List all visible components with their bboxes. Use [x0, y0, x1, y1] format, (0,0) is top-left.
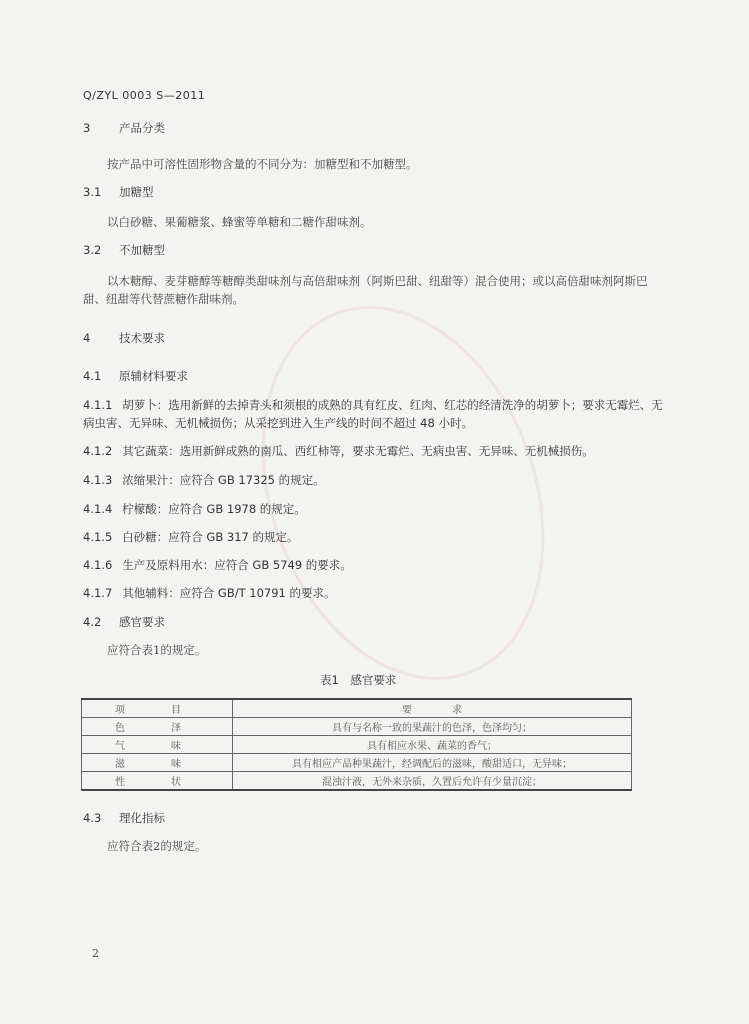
table-cell-item: 气 味 — [82, 736, 233, 754]
section-title: 加糖型 — [119, 185, 154, 199]
section-4-3-heading — [83, 810, 165, 826]
section-4-1-heading — [83, 368, 188, 384]
section-3-1-text: 以白砂糖、果葡糖浆、蜂蜜等单糖和二糖作甜味剂。 — [107, 215, 372, 229]
document-header: Q/ZYL 0003 S—2011 — [83, 89, 206, 102]
clause-4-1-4 — [83, 501, 306, 517]
section-4-heading — [83, 330, 165, 346]
clause-number: 4.1.5 — [83, 530, 113, 544]
clause-text: 浓缩果汁：应符合 GB 17325 的规定。 — [122, 473, 325, 487]
table-row — [82, 718, 632, 736]
clause-number: 4.1.1 — [83, 398, 113, 412]
section-title: 原辅材料要求 — [119, 369, 188, 383]
section-number: 3 — [83, 121, 91, 135]
section-3-2-text: 以木糖醇、麦芽糖醇等糖醇类甜味剂与高倍甜味剂（阿斯巴甜、纽甜等）混合使用；或以高倍甜味剂阿斯巴甜、纽甜等代替蔗糖作甜味剂。 — [83, 274, 648, 306]
table-row — [82, 736, 632, 754]
table-header-row — [82, 699, 632, 718]
table-cell-requirement: 混浊汁液，无外来杂质，久置后允许有少量沉淀； — [233, 772, 632, 791]
section-number: 4.2 — [83, 615, 102, 629]
clause-text: 其他辅料：应符合 GB/T 10791 的要求。 — [122, 586, 336, 600]
section-number: 4 — [83, 331, 91, 345]
section-3-heading — [83, 120, 165, 136]
clause-text: 胡萝卜：选用新鲜的去掉青头和须根的成熟的具有红皮、红肉、红芯的经清洗净的胡萝卜；要求无霉烂、无病虫害、无异味、无机械损伤；从采挖到进入生产线的时间不超过 48 小时。 — [83, 398, 663, 430]
clause-number: 4.1.2 — [83, 444, 113, 458]
table-row — [82, 772, 632, 791]
table-row — [82, 754, 632, 772]
clause-number: 4.1.3 — [83, 473, 113, 487]
clause-4-1-1 — [83, 396, 663, 432]
clause-number: 4.1.4 — [83, 502, 113, 516]
page-number: 2 — [92, 947, 99, 960]
clause-4-1-5 — [83, 529, 298, 545]
clause-text: 其它蔬菜：选用新鲜成熟的南瓜、西红柿等，要求无霉烂、无病虫害、无异味、无机械损伤。 — [122, 444, 594, 458]
clause-number: 4.1.7 — [83, 586, 113, 600]
section-title: 技术要求 — [119, 331, 165, 345]
sensory-requirements-table — [81, 698, 632, 791]
section-3-2-heading — [83, 242, 165, 258]
section-title: 不加糖型 — [119, 243, 165, 257]
table-cell-requirement: 具有与名称一致的果蔬汁的色泽，色泽均匀； — [233, 718, 632, 736]
section-title: 产品分类 — [119, 121, 165, 135]
section-title: 理化指标 — [119, 811, 165, 825]
clause-number: 4.1.6 — [83, 558, 113, 572]
table-header-cell: 项 目 — [82, 699, 233, 718]
table-cell-requirement: 具有相应水果、蔬菜的香气； — [233, 736, 632, 754]
clause-4-1-2 — [83, 443, 594, 459]
watermark-seal — [212, 266, 594, 720]
table-cell-item: 色 泽 — [82, 718, 233, 736]
clause-4-1-3 — [83, 472, 325, 488]
table-header-cell: 要 求 — [233, 699, 632, 718]
clause-4-1-6 — [83, 557, 352, 573]
table-cell-requirement: 具有相应产品种果蔬汁，经调配后的滋味，酸甜适口，无异味； — [233, 754, 632, 772]
table-cell-item: 滋 味 — [82, 754, 233, 772]
section-4-3-text: 应符合表2的规定。 — [107, 839, 207, 853]
table-1-caption: 表1 感官要求 — [320, 673, 397, 687]
section-4-2-heading — [83, 614, 165, 630]
section-4-2-text: 应符合表1的规定。 — [107, 643, 207, 657]
clause-text: 生产及原料用水：应符合 GB 5749 的要求。 — [122, 558, 352, 572]
section-3-1-heading — [83, 184, 154, 200]
clause-4-1-7 — [83, 585, 336, 601]
clause-text: 柠檬酸：应符合 GB 1978 的规定。 — [122, 502, 306, 516]
clause-text: 白砂糖：应符合 GB 317 的规定。 — [122, 530, 299, 544]
table-cell-item: 性 状 — [82, 772, 233, 791]
section-number: 3.1 — [83, 185, 102, 199]
section-number: 3.2 — [83, 243, 102, 257]
section-title: 感官要求 — [119, 615, 165, 629]
section-3-intro: 按产品中可溶性固形物含量的不同分为：加糖型和不加糖型。 — [107, 157, 418, 171]
section-number: 4.3 — [83, 811, 102, 825]
section-number: 4.1 — [83, 369, 102, 383]
